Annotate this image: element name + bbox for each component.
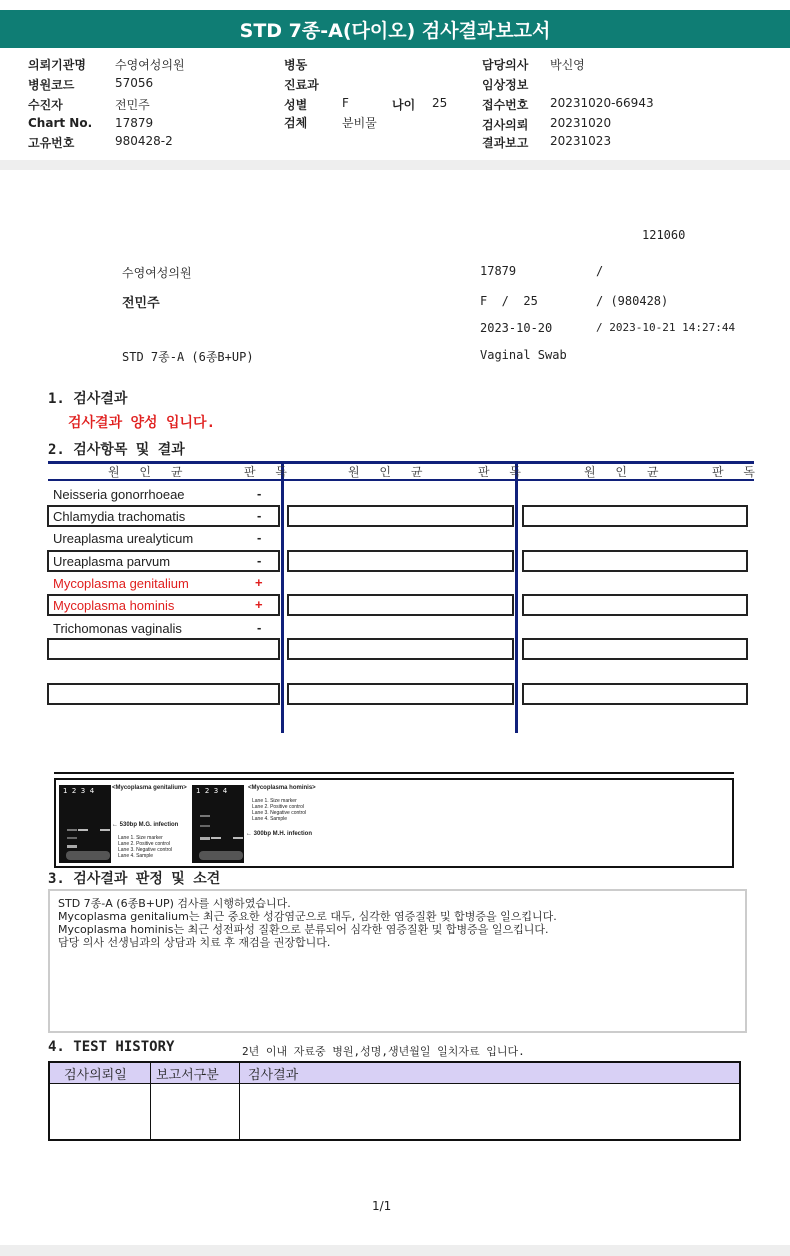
row-box [522, 550, 748, 572]
meta-label: 담당의사 [482, 58, 529, 72]
separator: / [596, 264, 604, 278]
gel-left-title: <Mycoplasma genitalium> [112, 785, 187, 791]
comment-box [48, 889, 747, 1033]
report-code: 121060 [642, 228, 686, 242]
row-box [522, 683, 748, 705]
lane-numbers: 1 2 3 4 [63, 787, 95, 795]
gel-left-legend [118, 835, 172, 859]
row-box [522, 505, 748, 527]
row-box [287, 550, 514, 572]
row-box [287, 594, 514, 616]
comment-line: 담당 의사 선생님과의 상담과 치료 후 재검을 권장합니다. [58, 936, 331, 949]
meta-value: 박신영 [550, 58, 585, 72]
clinic-name: 수영여성의원 [122, 266, 192, 280]
request-date: 2023-10-20 [480, 321, 553, 335]
history-col-header: 보고서구분 [156, 1068, 219, 1083]
row-box [287, 683, 514, 705]
meta-value: 전민주 [115, 98, 150, 112]
meta-value: 수영여성의원 [115, 58, 185, 72]
pathogen-result: + [255, 597, 263, 612]
legend-line: Lane 4. Sample [252, 816, 288, 822]
row-box [522, 594, 748, 616]
history-col-divider [239, 1063, 240, 1139]
test-name: STD 7종-A (6종B+UP) [122, 350, 254, 364]
row-box [47, 683, 280, 705]
lane-numbers: 1 2 3 4 [196, 787, 228, 795]
row-box [47, 638, 280, 660]
pathogen-name: Trichomonas vaginalis [53, 621, 182, 636]
meta-label: 의뢰기관명 [28, 58, 86, 72]
col-header-pathogen: 원 인 균 [348, 465, 431, 479]
table-col-divider [515, 461, 518, 733]
specimen: Vaginal Swab [480, 348, 567, 362]
meta-label: 성별 [284, 98, 308, 112]
pathogen-result: - [257, 620, 262, 635]
footer-strip [0, 1245, 790, 1256]
meta-label: Chart No. [28, 116, 93, 130]
row-box [522, 638, 748, 660]
gel-image-panel [54, 778, 734, 868]
gel-right-band: ← 300bp M.H. infection [246, 831, 313, 837]
section-1-title: 1. 검사결과 [48, 391, 128, 407]
overall-result: 검사결과 양성 입니다. [68, 415, 216, 431]
meta-value: 57056 [115, 76, 154, 90]
pathogen-result: - [257, 486, 262, 501]
col-header-pathogen: 원 인 균 [108, 465, 191, 479]
meta-label: 결과보고 [482, 136, 529, 150]
page-number: 1/1 [372, 1199, 392, 1213]
section-4-title: 4. TEST HISTORY [48, 1039, 175, 1055]
meta-label: 나이 [392, 98, 416, 112]
section-3-title: 3. 검사결과 판정 및 소견 [48, 871, 221, 887]
history-col-header: 검사의뢰일 [64, 1068, 127, 1083]
meta-label: 검사의뢰 [482, 118, 529, 132]
legend-line: Lane 3. Negative control [118, 847, 173, 853]
history-col-divider [150, 1063, 151, 1139]
col-header-judgement: 판 독 [244, 465, 295, 479]
comment-line: STD 7종-A (6종B+UP) 검사를 시행하였습니다. [58, 897, 291, 910]
history-col-header: 검사결과 [248, 1068, 299, 1083]
gel-left-band: ← 530bp M.G. infection [112, 822, 179, 828]
history-table-header [50, 1063, 739, 1084]
gel-image-left [59, 785, 111, 863]
table-col-divider [281, 461, 284, 733]
pathogen-name: Mycoplasma hominis [53, 598, 175, 613]
report-datetime: / 2023-10-21 14:27:44 [596, 321, 736, 334]
history-table [48, 1061, 741, 1141]
pathogen-name: Neisseria gonorrhoeae [53, 487, 185, 502]
legend-line: Lane 3. Negative control [252, 810, 307, 816]
meta-label: 고유번호 [28, 136, 75, 150]
gel-image-right [192, 785, 244, 863]
legend-line: Lane 2. Positive control [252, 804, 304, 810]
legend-line: Lane 1. Size marker [118, 835, 163, 841]
pathogen-result: - [257, 553, 262, 568]
meta-label: 진료과 [284, 78, 319, 92]
meta-label: 임상정보 [482, 78, 529, 92]
meta-value: 20231020-66943 [550, 96, 654, 110]
gel-right-legend [252, 798, 306, 822]
meta-label: 검체 [284, 116, 308, 130]
meta-label: 병동 [284, 58, 308, 72]
meta-label: 병원코드 [28, 78, 75, 92]
meta-value: 20231020 [550, 116, 612, 130]
meta-value: 25 [432, 96, 448, 110]
patient-name: 전민주 [122, 296, 160, 311]
gel-top-rule [54, 772, 734, 774]
meta-value: 980428-2 [115, 134, 173, 148]
gel-right-band-text: 300bp M.H. infection [253, 831, 313, 837]
legend-line: Lane 4. Sample [118, 853, 154, 859]
chart-number: 17879 [480, 264, 517, 278]
pathogen-name: Mycoplasma genitalium [53, 576, 189, 591]
col-header-judgement: 판 독 [478, 465, 529, 479]
col-header-judgement: 판 독 [712, 465, 763, 479]
section-2-title: 2. 검사항목 및 결과 [48, 442, 185, 458]
legend-line: Lane 1. Size marker [252, 798, 297, 804]
row-box [287, 505, 514, 527]
legend-line: Lane 2. Positive control [118, 841, 170, 847]
pathogen-name: Ureaplasma parvum [53, 554, 171, 569]
sex-age: F / 25 [480, 294, 538, 308]
meta-value: 20231023 [550, 134, 612, 148]
pathogen-name: Ureaplasma urealyticum [53, 531, 194, 546]
meta-label: 수진자 [28, 98, 63, 112]
row-box [287, 638, 514, 660]
report-title: STD 7종-A(다이오) 검사결과보고서 [0, 10, 790, 48]
meta-value: F [342, 96, 349, 110]
col-header-pathogen: 원 인 균 [584, 465, 667, 479]
gel-right-title: <Mycoplasma hominis> [248, 785, 316, 791]
pathogen-name: Chlamydia trachomatis [53, 509, 186, 524]
pathogen-result: - [257, 530, 262, 545]
meta-label: 접수번호 [482, 98, 529, 112]
pathogen-result: - [257, 508, 262, 523]
history-note: 2년 이내 자료중 병원,성명,생년월일 일치자료 입니다. [242, 1045, 525, 1058]
meta-value: 분비물 [342, 116, 377, 130]
birth-date: / (980428) [596, 294, 669, 308]
meta-value: 17879 [115, 116, 154, 130]
pathogen-result: + [255, 575, 263, 590]
divider [0, 160, 790, 170]
comment-line: Mycoplasma hominis는 최근 성전파성 질환으로 분류되어 심각한 염증질환 및 합병증을 일으킵니다. [58, 923, 549, 936]
gel-left-band-text: 530bp M.G. infection [119, 822, 179, 828]
meta-block [28, 56, 768, 152]
comment-line: Mycoplasma genitalium는 최근 중요한 성감염군으로 대두, 심각한 염증질환 및 합병증을 일으킵니다. [58, 910, 557, 923]
